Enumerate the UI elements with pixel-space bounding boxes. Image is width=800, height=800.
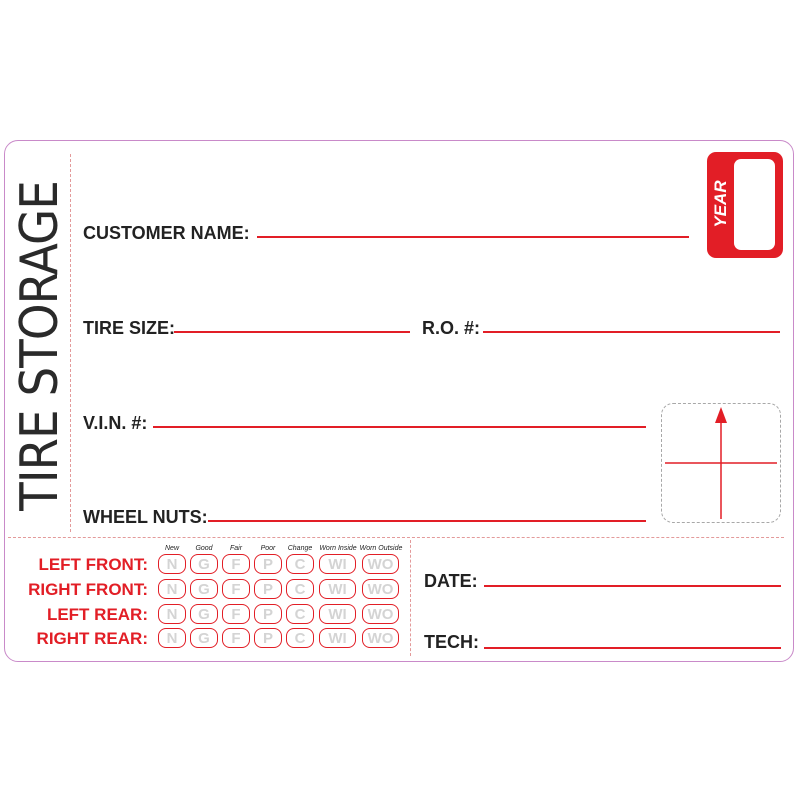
condition-option[interactable]: N [158,628,186,648]
year-label: YEAR [711,180,730,228]
position-label: LEFT FRONT: [38,555,148,574]
condition-option[interactable]: F [222,579,250,599]
title-divider [70,154,71,532]
condition-option[interactable]: WI [319,604,356,624]
customer-name-field[interactable] [257,236,689,238]
condition-option[interactable]: G [190,628,218,648]
customer-name-label: CUSTOMER NAME: [83,223,250,243]
condition-option[interactable]: C [286,554,314,574]
condition-option[interactable]: C [286,628,314,648]
condition-option[interactable]: WO [362,604,399,624]
header-new: New [164,545,180,552]
vin-label: V.I.N. #: [83,413,148,433]
year-box [707,152,783,258]
header-good: Good [195,545,213,552]
condition-option[interactable]: C [286,604,314,624]
tech-label: TECH: [424,632,479,652]
tire-size-field[interactable] [174,331,410,333]
condition-option[interactable]: WI [319,579,356,599]
condition-option[interactable]: G [190,554,218,574]
year-input[interactable] [734,159,775,250]
condition-option[interactable]: C [286,579,314,599]
tire-size-label: TIRE SIZE: [83,318,176,338]
ro-number-field[interactable] [483,331,780,333]
date-label: DATE: [424,571,478,591]
position-label: LEFT REAR: [46,605,148,624]
condition-option[interactable]: P [254,579,282,599]
condition-option[interactable]: G [190,579,218,599]
condition-option[interactable]: P [254,554,282,574]
condition-option[interactable]: G [190,604,218,624]
wheel-nuts-label: WHEEL NUTS: [83,507,208,527]
condition-option[interactable]: N [158,554,186,574]
header-change: Change [287,545,313,552]
header-fair: Fair [229,545,243,552]
condition-option[interactable]: F [222,628,250,648]
wheel-nuts-field[interactable] [208,520,646,522]
header-poor: Poor [260,545,276,552]
tire-direction-box[interactable] [661,403,781,523]
condition-option[interactable]: P [254,628,282,648]
condition-option[interactable]: F [222,604,250,624]
header-worn-outside: Worn Outside [359,545,403,552]
condition-option[interactable]: N [158,579,186,599]
column-divider [410,540,411,656]
condition-option[interactable]: WO [362,554,399,574]
header-worn-inside: Worn Inside [319,545,357,552]
vin-field[interactable] [153,426,646,428]
condition-option[interactable]: P [254,604,282,624]
date-field[interactable] [484,585,781,587]
condition-option[interactable]: WI [319,554,356,574]
position-label: RIGHT FRONT: [28,580,148,599]
ro-number-label: R.O. #: [422,318,481,338]
condition-option[interactable]: WO [362,628,399,648]
arrow-up-crosshair-icon [661,403,781,523]
section-divider [8,537,784,538]
condition-option[interactable]: WI [319,628,356,648]
position-label: RIGHT REAR: [36,629,148,648]
condition-option[interactable]: N [158,604,186,624]
condition-option[interactable]: F [222,554,250,574]
tech-field[interactable] [484,647,781,649]
condition-option[interactable]: WO [362,579,399,599]
